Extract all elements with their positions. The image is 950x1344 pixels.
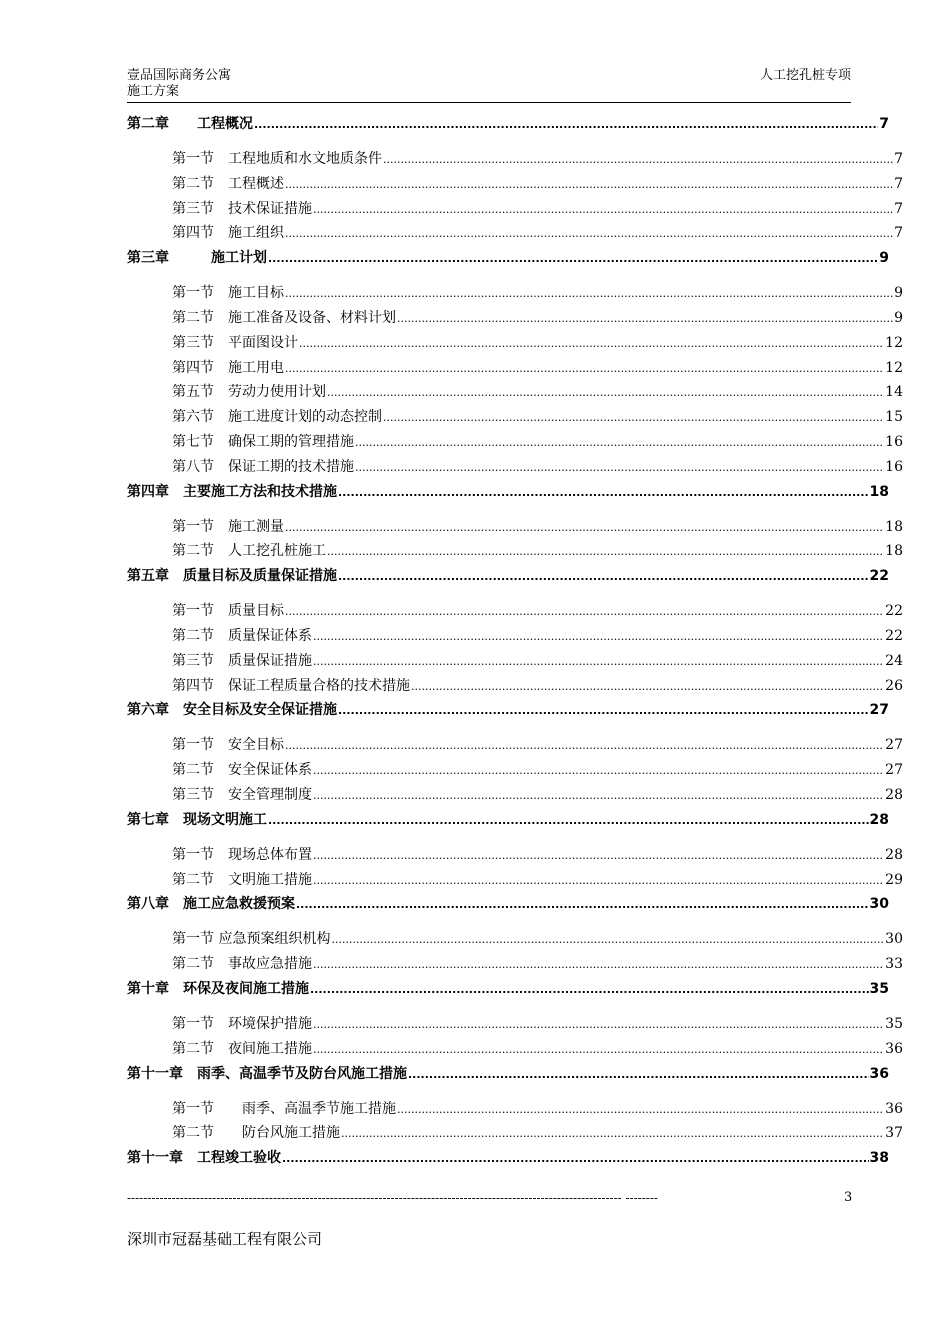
toc-section-entry[interactable] (127, 405, 903, 430)
toc-entry-label: 第三节 技术保证措施 (172, 200, 312, 217)
toc-entry-label: 第二节 施工准备及设备、材料计划 (172, 309, 396, 326)
toc-leader-dots (285, 173, 893, 198)
toc-entry-label: 第一节 施工目标 (172, 285, 284, 302)
toc-leader-dots (383, 406, 884, 431)
toc-entry-page: 36 (885, 1100, 903, 1117)
toc-leader-dots (338, 564, 869, 589)
toc-entry-page: 7 (894, 200, 903, 217)
toc-leader-dots (313, 1038, 884, 1063)
toc-entry-page: 7 (894, 151, 903, 167)
toc-section-entry[interactable] (127, 599, 903, 624)
toc-leader-dots (299, 332, 884, 357)
toc-leader-dots (285, 734, 884, 759)
toc-leader-dots (313, 759, 884, 784)
toc-leader-dots (408, 1062, 869, 1087)
toc-chapter-entry[interactable] (127, 112, 889, 137)
toc-entry-label: 第四节 施工用电 (172, 359, 284, 376)
toc-entry-page: 27 (869, 702, 889, 719)
header-doc-type: 施工方案 (127, 84, 180, 99)
toc-section-entry[interactable] (127, 952, 903, 977)
toc-section-entry[interactable] (127, 331, 903, 356)
toc-entry-label: 第三节 平面图设计 (172, 334, 298, 351)
toc-entry-page: 14 (885, 384, 903, 401)
toc-leader-dots (341, 1122, 884, 1147)
toc-leader-dots (296, 892, 869, 917)
table-of-contents (127, 112, 903, 1171)
footer-dashed-rule: -------------------------------------------------------------------------------------------------------------------------- -------- (127, 1191, 658, 1205)
toc-section-entry[interactable] (127, 455, 903, 480)
toc-entry-page: 35 (869, 980, 889, 997)
toc-entry-page: 12 (885, 359, 903, 376)
toc-leader-dots (397, 1098, 884, 1123)
toc-entry-label: 第一节 现场总体布置 (172, 846, 312, 863)
toc-section-entry[interactable] (127, 1121, 903, 1146)
toc-entry-page: 28 (885, 846, 903, 863)
toc-leader-dots (383, 148, 893, 173)
toc-section-entry[interactable] (127, 515, 903, 540)
toc-leader-dots (313, 625, 884, 650)
toc-entry-label: 第二节 质量保证体系 (172, 627, 312, 644)
toc-entry-page: 18 (885, 543, 903, 560)
toc-entry-label: 第一节 安全目标 (172, 737, 284, 754)
toc-entry-page: 27 (885, 737, 903, 754)
toc-entry-page: 36 (869, 1065, 889, 1082)
toc-entry-page: 15 (885, 409, 903, 426)
toc-entry-label: 第四节 施工组织 (172, 225, 284, 242)
toc-entry-label: 第一节 工程地质和水文地质条件 (172, 151, 382, 167)
toc-entry-label: 第一节 雨季、高温季节施工措施 (172, 1100, 396, 1117)
toc-leader-dots (254, 112, 878, 137)
toc-section-entry[interactable] (127, 674, 903, 699)
toc-chapter-entry[interactable] (127, 1146, 889, 1171)
toc-section-entry[interactable] (127, 306, 903, 331)
toc-section-entry[interactable] (127, 356, 903, 381)
toc-entry-label: 第六节 施工进度计划的动态控制 (172, 409, 382, 426)
toc-leader-dots (338, 480, 869, 505)
toc-leader-dots (282, 1146, 869, 1171)
toc-leader-dots (313, 869, 884, 894)
footer-company-name: 深圳市冠磊基础工程有限公司 (127, 1230, 323, 1248)
toc-chapter-entry[interactable] (127, 246, 889, 271)
toc-section-entry[interactable] (127, 649, 903, 674)
toc-entry-page: 37 (885, 1125, 903, 1142)
toc-entry-label: 第二节 防台风施工措施 (172, 1125, 340, 1142)
toc-entry-page: 26 (885, 677, 903, 694)
toc-entry-label: 第一节 应急预案组织机构 (172, 931, 331, 948)
toc-leader-dots (285, 282, 893, 307)
toc-chapter-entry[interactable] (127, 808, 889, 833)
toc-leader-dots (268, 246, 878, 271)
toc-entry-label: 第五章 质量目标及质量保证措施 (127, 568, 337, 585)
toc-entry-page: 28 (885, 786, 903, 803)
toc-leader-dots (285, 600, 884, 625)
toc-entry-page: 16 (885, 433, 903, 450)
footer-page-number: 3 (844, 1190, 853, 1205)
toc-entry-page: 28 (869, 811, 889, 828)
toc-entry-label: 第二节 工程概述 (172, 175, 284, 192)
toc-entry-label: 第一节 质量目标 (172, 603, 284, 620)
toc-entry-label: 第五节 劳动力使用计划 (172, 384, 326, 401)
toc-entry-label: 第二节 人工挖孔桩施工 (172, 543, 326, 560)
toc-leader-dots (338, 698, 869, 723)
toc-section-entry[interactable] (127, 281, 903, 306)
toc-entry-page: 33 (885, 956, 903, 973)
toc-leader-dots (331, 928, 884, 953)
toc-section-entry[interactable] (127, 147, 903, 172)
header-right-title: 人工挖孔桩专项 (759, 68, 851, 83)
toc-leader-dots (313, 784, 884, 809)
header-left (127, 68, 231, 100)
toc-section-entry[interactable] (127, 868, 903, 893)
toc-section-entry[interactable] (127, 1097, 903, 1122)
toc-entry-label: 第十章 环保及夜间施工措施 (127, 980, 309, 997)
toc-leader-dots (285, 357, 884, 382)
toc-entry-page: 35 (885, 1015, 903, 1032)
toc-chapter-entry[interactable] (127, 977, 889, 1002)
toc-leader-dots (355, 456, 884, 481)
toc-chapter-entry[interactable] (127, 480, 889, 505)
toc-leader-dots (285, 222, 893, 247)
toc-entry-page: 29 (885, 871, 903, 888)
toc-section-entry[interactable] (127, 430, 903, 455)
toc-entry-page: 9 (879, 250, 889, 267)
toc-entry-label: 第六章 安全目标及安全保证措施 (127, 702, 337, 719)
toc-entry-page: 18 (869, 483, 889, 500)
toc-entry-label: 第七节 确保工期的管理措施 (172, 433, 354, 450)
toc-entry-page: 9 (894, 285, 903, 302)
toc-section-entry[interactable] (127, 221, 903, 246)
toc-chapter-entry[interactable] (127, 1062, 889, 1087)
toc-entry-label: 第二节 夜间施工措施 (172, 1040, 312, 1057)
toc-section-entry[interactable] (127, 843, 903, 868)
toc-entry-page: 30 (869, 896, 889, 913)
toc-leader-dots (313, 198, 893, 223)
toc-entry-page: 7 (894, 225, 903, 242)
toc-entry-label: 第一节 环境保护措施 (172, 1015, 312, 1032)
toc-leader-dots (355, 431, 884, 456)
toc-entry-label: 第三节 质量保证措施 (172, 652, 312, 669)
toc-entry-page: 7 (879, 116, 889, 132)
toc-entry-page: 30 (885, 931, 903, 948)
toc-section-entry[interactable] (127, 380, 903, 405)
toc-entry-label: 第八节 保证工期的技术措施 (172, 458, 354, 475)
toc-section-entry[interactable] (127, 927, 903, 952)
toc-leader-dots (313, 650, 884, 675)
toc-entry-label: 第二节 事故应急措施 (172, 956, 312, 973)
toc-leader-dots (268, 808, 869, 833)
toc-leader-dots (313, 953, 884, 978)
toc-leader-dots (327, 540, 884, 565)
toc-entry-page: 12 (885, 334, 903, 351)
toc-leader-dots (313, 1013, 884, 1038)
toc-entry-page: 24 (885, 652, 903, 669)
toc-entry-label: 第四节 保证工程质量合格的技术措施 (172, 677, 410, 694)
toc-entry-label: 第三节 安全管理制度 (172, 786, 312, 803)
toc-entry-page: 16 (885, 458, 903, 475)
toc-entry-page: 27 (885, 762, 903, 779)
toc-entry-label: 第三章 施工计划 (127, 250, 267, 267)
toc-entry-page: 22 (885, 627, 903, 644)
toc-chapter-entry[interactable] (127, 564, 889, 589)
toc-entry-page: 22 (885, 603, 903, 620)
toc-entry-page: 7 (894, 175, 903, 192)
toc-section-entry[interactable] (127, 172, 903, 197)
toc-entry-label: 第十一章 雨季、高温季节及防台风施工措施 (127, 1065, 407, 1082)
toc-entry-label: 第四章 主要施工方法和技术措施 (127, 483, 337, 500)
toc-section-entry[interactable] (127, 758, 903, 783)
toc-entry-label: 第八章 施工应急救援预案 (127, 896, 295, 913)
toc-section-entry[interactable] (127, 624, 903, 649)
toc-entry-label: 第十一章 工程竣工验收 (127, 1150, 281, 1167)
toc-leader-dots (313, 844, 884, 869)
toc-section-entry[interactable] (127, 733, 903, 758)
toc-chapter-entry[interactable] (127, 698, 889, 723)
toc-leader-dots (285, 516, 884, 541)
toc-leader-dots (411, 675, 884, 700)
toc-section-entry[interactable] (127, 1012, 903, 1037)
toc-section-entry[interactable] (127, 783, 903, 808)
toc-entry-page: 22 (869, 568, 889, 585)
toc-section-entry[interactable] (127, 539, 903, 564)
toc-entry-label: 第二节 安全保证体系 (172, 762, 312, 779)
toc-entry-label: 第七章 现场文明施工 (127, 811, 267, 828)
toc-section-entry[interactable] (127, 197, 903, 222)
toc-leader-dots (327, 381, 884, 406)
toc-entry-page: 38 (869, 1150, 889, 1167)
toc-entry-label: 第一节 施工测量 (172, 518, 284, 535)
toc-entry-label: 第二节 文明施工措施 (172, 871, 312, 888)
toc-section-entry[interactable] (127, 1037, 903, 1062)
toc-entry-label: 第二章 工程概况 (127, 116, 253, 132)
toc-leader-dots (310, 977, 869, 1002)
toc-entry-page: 18 (885, 518, 903, 535)
header-project-name: 壹品国际商务公寓 (127, 68, 232, 83)
toc-leader-dots (397, 307, 893, 332)
toc-chapter-entry[interactable] (127, 892, 889, 917)
toc-entry-page: 36 (885, 1040, 903, 1057)
toc-entry-page: 9 (894, 309, 903, 326)
page-header (127, 68, 851, 103)
